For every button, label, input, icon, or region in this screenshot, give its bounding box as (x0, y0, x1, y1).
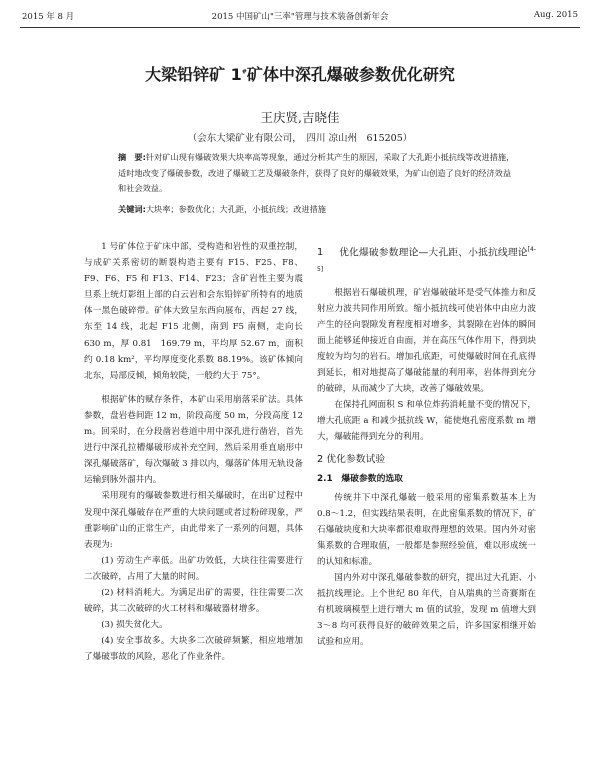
paper-title: 大梁铅锌矿 1#矿体中深孔爆破参数优化研究 (145, 65, 455, 84)
intro-paragraph: 1 号矿体位于矿床中部，受构造和岩性的双重控制，与成矿关系密切的断裂构造主要有 F15、F25、F8、F9、F6、F5 和 F13、F14、F23；含矿岩性主要为震旦系上统灯影组上部的白云岩和会东铅锌矿所特有的地质体一黑色破碎带。矿体大致呈东西向展布，西起 27 线，东至 14 线，北起 F15 北侧，南到 F5 南侧，走向长 630 m，厚 0.81 169.79 m，平均厚 52.67 m，面积约 0.18 km²，平均厚度变化系数 88.19%。该矿体倾向北东，局部反倾，倾角较陡，一般约大于 75°。 (84, 242, 303, 381)
abstract-label: 摘 要: (118, 152, 146, 162)
keywords (118, 202, 518, 217)
theory-paragraph: 根据岩石爆破机理，矿岩爆破破坏是受气体推力和反射应力波共同作用所致。缩小抵抗线可使岩体中由应力波产生的径向裂隙发育程度相对增多，其裂隙在岩体的瞬间面上能够延伸接近自由面，并在高压气体作用下，得到块度较为均匀的岩石。增加孔底距，可使爆破时间在孔底得到延长，相对地提高了爆破能量的利用率，岩体得到充分的破碎，从而减少了大块，改善了爆破效果。 (317, 287, 536, 395)
abstract (118, 150, 518, 197)
params-paragraph-2: 国内外对中深孔爆破参数的研究，提出过大孔距、小抵抗线理论。上个世纪 80 年代，自从瑞典的兰奇赛斯在有机玻璃模型上进行增大 m 值的试验，发现 m 值增大到 3～8 均可获得良好的破碎效果之后，许多国家相继开始试验和应用。 (317, 573, 536, 648)
section-2-heading: 2 优化参数试验 (317, 454, 386, 466)
keywords-label: 关键词: (118, 204, 146, 214)
authors: 王庆贤,吉晓佳 (260, 110, 340, 125)
list-item: (1) 劳动生产率低。出矿功效低，大块往往需要进行二次破碎，占用了大量的时间。 (84, 555, 303, 582)
affiliation: （会东大梁矿业有限公司， 四川 凉山州 615205） (187, 133, 413, 144)
running-header (22, 8, 578, 24)
subsection-2-1-heading: 2.1 爆破参数的选取 (317, 474, 403, 485)
section-1-heading: 1 优化爆破参数理论—大孔距、小抵抗线理论[4-5] (317, 246, 536, 274)
left-column (84, 239, 303, 665)
header-date-en: Aug. 2015 (533, 10, 578, 20)
abstract-text: 针对矿山现有爆破效果大块率高等现象，通过分析其产生的原因，采取了大孔距小抵抗线等改进措施，适时地改变了爆破参数，改进了爆破工艺及爆破条件，获得了良好的爆破效果，为矿山创造了良好的经济效益和社会效益。 (118, 152, 515, 194)
header-date: 2015 年 8 月 (22, 12, 75, 22)
params-paragraph: 传统井下中深孔爆破一般采用的密集系数基本上为 0.8～1.2，但实践结果表明，在此密集系数的情况下，矿石爆破块度和大块率都很难取得理想的效果。国内外对密集系数的合理取值，一般都是参照经验值，难以形成统一的认知和标准。 (317, 492, 536, 567)
right-column (317, 241, 536, 651)
problem-paragraph: 采用现有的爆破参数进行相关爆破时，在出矿过程中发现中深孔爆破存在严重的大块问题或者过粉碎现象，严重影响矿山的正常生产，由此带来了一系列的问题，具体表现为: (84, 491, 303, 550)
theory-paragraph-2: 在保持孔网面积 S 和单位炸药消耗量不变的情况下，增大孔底距 a 和减少抵抗线 W，能使炮孔密度系数 m 增大，爆破能得到充分的利用。 (317, 400, 536, 443)
keywords-text: 大块率；参数优化；大孔距，小抵抗线；改进措施 (145, 204, 326, 214)
header-rule (20, 27, 580, 28)
list-item: (2) 材料消耗大。为满足出矿的需要，往往需要二次破碎，其二次破碎的火工材料和爆破器材增多。 (84, 587, 303, 615)
mining-method-paragraph: 根据矿体的赋存条件，本矿山采用崩落采矿法。具体参数，盘岩巷间距 12 m，阶段高度 50 m，分段高度 12 m。回采时，在分段凿岩巷道中用中深孔进行凿岩，首先进行中深孔拉槽爆破形成补充空间，然后采用垂直扇形中深孔爆破落矿，每次爆破 3 排以内，爆落矿体用无轨设备运输到脉外溜井内。 (84, 394, 303, 486)
header-conference: 2015 中国矿山"三率"管理与技术装备创新年会 (211, 12, 389, 22)
list-item: (4) 安全事故多。大块多二次破碎频繁，相应地增加了爆破事故的风险，恶化了作业条件。 (84, 636, 303, 663)
list-item: (3) 损失贫化大。 (101, 620, 168, 631)
